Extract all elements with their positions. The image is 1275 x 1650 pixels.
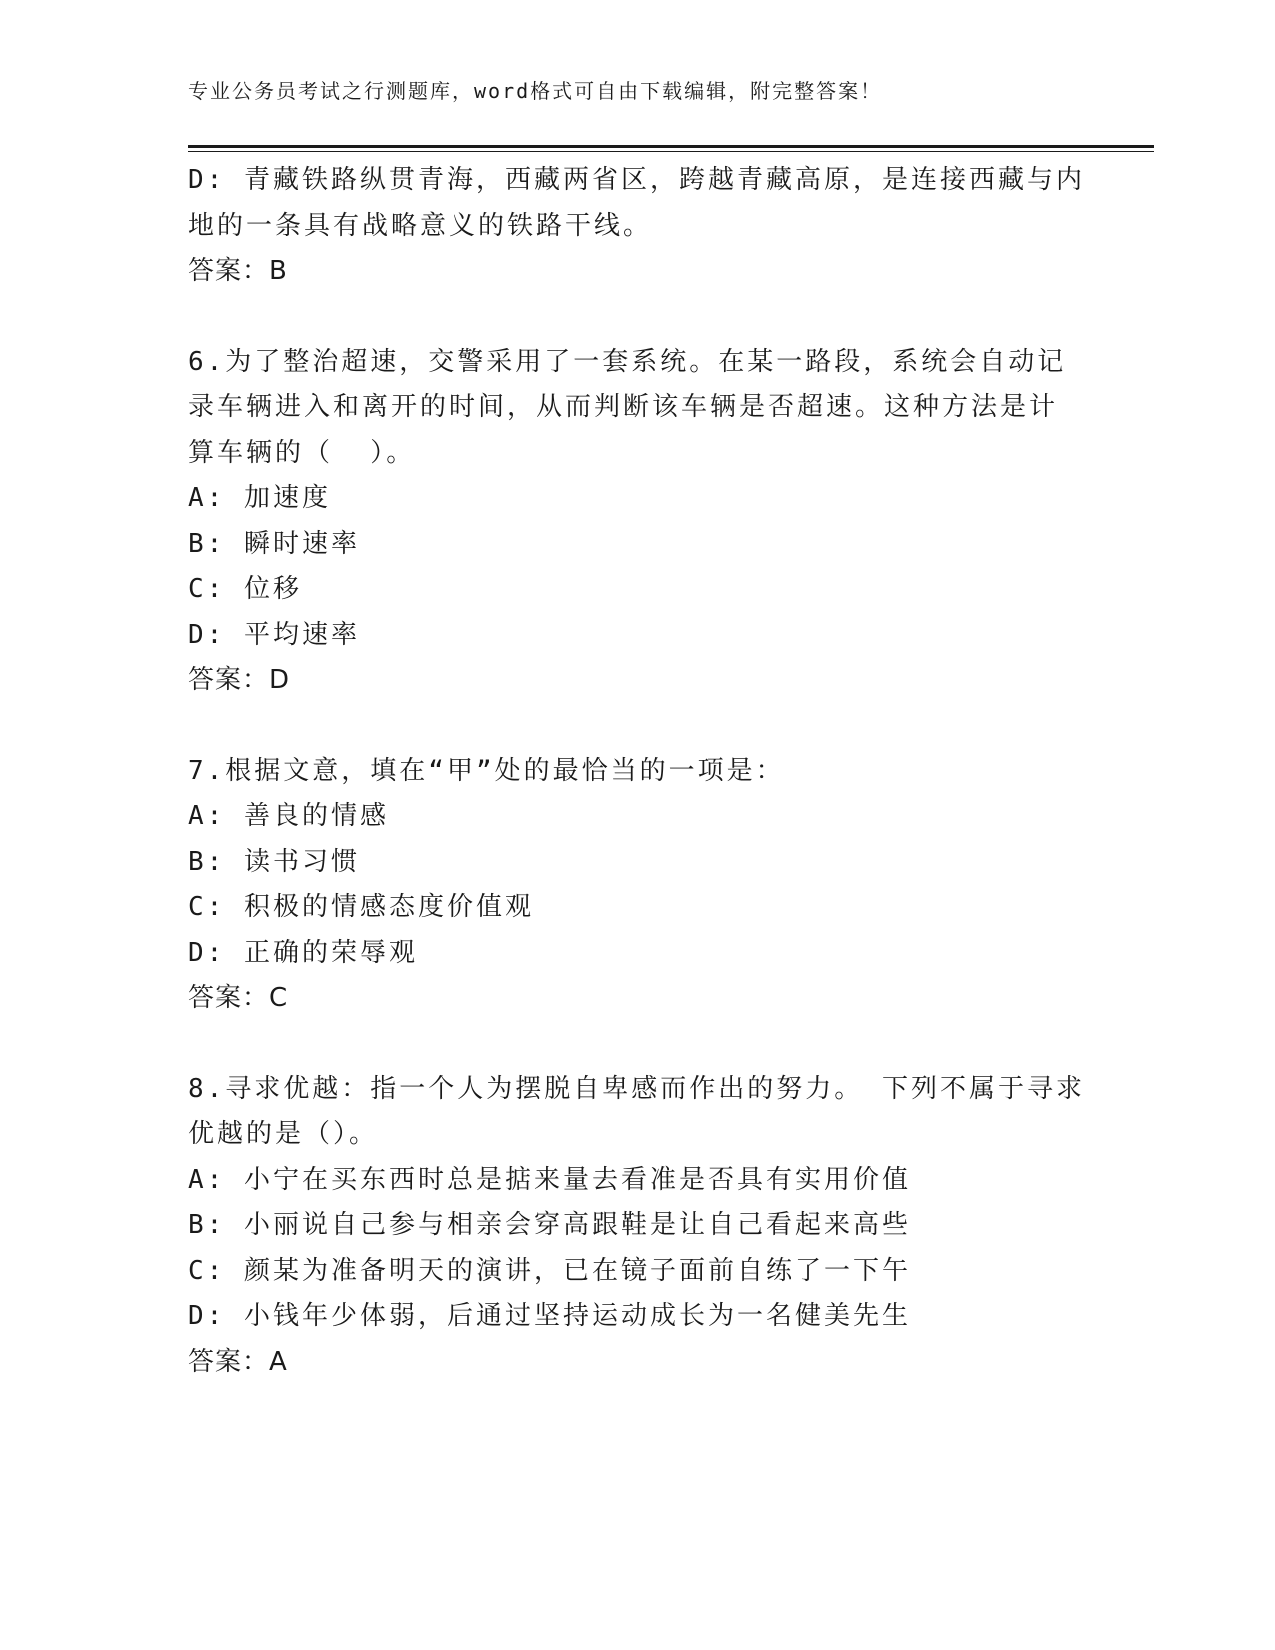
option-a: A: 加速度 — [188, 483, 331, 513]
question-stem-line: 录车辆进入和离开的时间，从而判断该车辆是否超速。这种方法是计 — [188, 392, 1059, 422]
option-c: C: 积极的情感态度价值观 — [188, 892, 534, 922]
page-header: 专业公务员考试之行测题库，word格式可自由下载编辑，附完整答案！ — [188, 79, 883, 103]
question-stem-line: 8.寻求优越：指一个人为摆脱自卑感而作出的努力。 下列不属于寻求 — [188, 1073, 1085, 1104]
option-d-line: 地的一条具有战略意义的铁路干线。 — [188, 210, 653, 241]
previous-question-tail — [188, 158, 1088, 295]
option-a: A: 小宁在买东西时总是掂来量去看准是否具有实用价值 — [188, 1164, 911, 1195]
option-d: D: 正确的荣辱观 — [188, 937, 418, 968]
question-stem-line: 6.为了整治超速，交警采用了一套系统。在某一路段，系统会自动记 — [188, 346, 1067, 377]
question-6 — [188, 340, 1088, 704]
question-stem-line: 优越的是（）。 — [188, 1119, 379, 1149]
question-8 — [188, 1067, 1088, 1386]
option-b: B: 小丽说自己参与相亲会穿高跟鞋是让自己看起来高些 — [188, 1210, 911, 1240]
option-c: C: 颜某为准备明天的演讲，已在镜子面前自练了一下午 — [188, 1255, 911, 1286]
option-b: B: 读书习惯 — [188, 846, 360, 877]
option-d: D: 平均速率 — [188, 619, 360, 650]
option-a: A: 善良的情感 — [188, 801, 389, 831]
question-7 — [188, 749, 1088, 1022]
answer-line: 答案：B — [188, 256, 288, 286]
option-d: D: 小钱年少体弱，后通过坚持运动成长为一名健美先生 — [188, 1301, 911, 1331]
header-divider-thick — [188, 145, 1154, 148]
question-stem-line: 算车辆的（ ）。 — [188, 437, 416, 468]
option-b: B: 瞬时速率 — [188, 528, 360, 559]
question-content — [188, 158, 1088, 1385]
option-d-line: D: 青藏铁路纵贯青海，西藏两省区，跨越青藏高原，是连接西藏与内 — [188, 165, 1085, 195]
question-stem-line: 7.根据文意，填在“甲”处的最恰当的一项是： — [188, 755, 785, 786]
header-divider-thin — [188, 151, 1154, 152]
answer-line: 答案：C — [188, 983, 289, 1013]
answer-line: 答案：D — [188, 665, 291, 695]
option-c: C: 位移 — [188, 574, 302, 604]
answer-line: 答案：A — [188, 1346, 288, 1377]
